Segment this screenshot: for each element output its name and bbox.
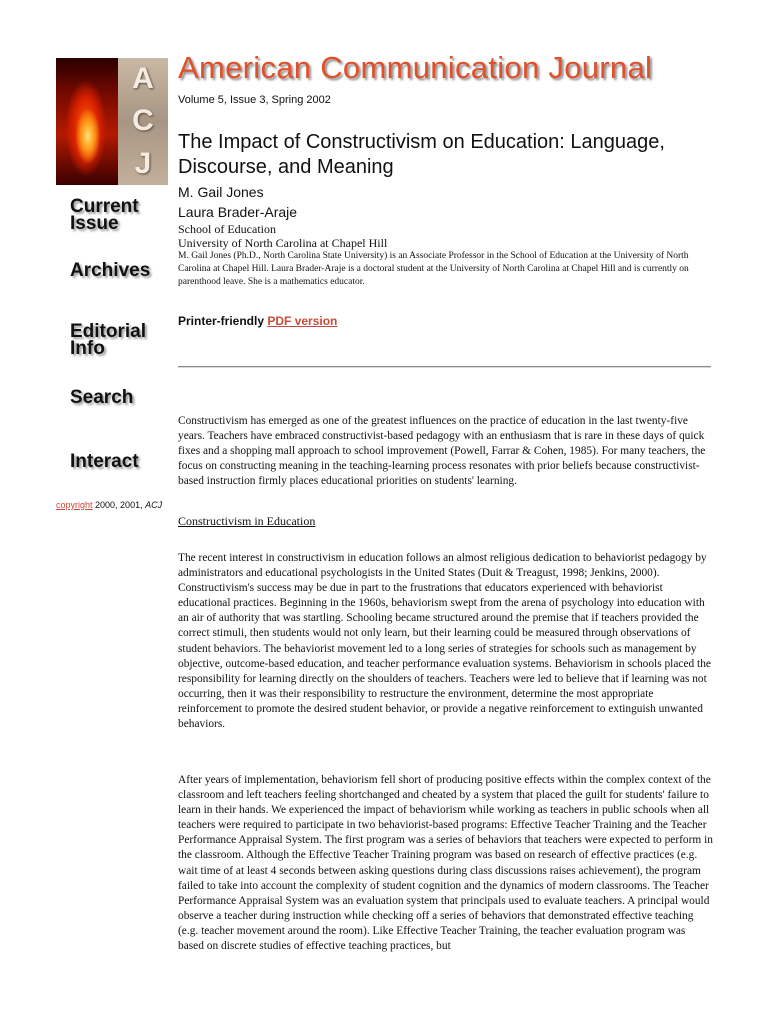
divider xyxy=(178,366,711,368)
nav-editorial-info[interactable] xyxy=(70,323,170,357)
nav-current-issue[interactable] xyxy=(70,198,170,232)
printer-friendly-label: Printer-friendly xyxy=(178,314,268,328)
author-2: Laura Brader-Araje xyxy=(178,204,298,220)
pdf-version-link[interactable]: PDF version xyxy=(267,314,338,328)
logo-letter-a: A xyxy=(132,62,154,96)
issue-info: Volume 5, Issue 3, Spring 2002 xyxy=(178,94,331,106)
journal-title: American Communication Journal xyxy=(178,50,653,85)
nav-archives[interactable] xyxy=(70,262,170,279)
copyright-notice xyxy=(56,500,168,510)
logo-letters xyxy=(118,58,168,185)
printer-friendly xyxy=(178,314,337,328)
copyright-link[interactable]: copyright xyxy=(56,500,93,510)
affiliation-school: School of Education xyxy=(178,222,276,236)
paragraph-intro: Constructivism has emerged as one of the greatest influences on the practice of education in the last twenty-five years. Teachers have embraced constructivist-based pedagogy with an enthusiasm that is rare in these days of quick fixes and a shopping mall approach to school improvement (Powell, Farrar & Cohen, 1985). For many teachers, the focus on constructing meaning in the teaching-learning process resonates with prior beliefs because constructivist-based instruction firmly places educational priorities on students' learning. xyxy=(178,415,706,488)
affiliation-university: University of North Carolina at Chapel Hill xyxy=(178,236,388,250)
nav-editorial-info-line1: Editorial xyxy=(70,321,147,342)
affiliation xyxy=(178,222,718,250)
copyright-org: ACJ xyxy=(145,500,163,510)
authors xyxy=(178,182,297,222)
nav-search-label: Search xyxy=(70,387,134,408)
acj-logo xyxy=(56,58,168,185)
logo-letter-j: J xyxy=(134,146,152,180)
copyright-years: 2000, 2001, xyxy=(92,500,146,510)
nav-interact-label: Interact xyxy=(70,451,139,472)
nav-archives-label: Archives xyxy=(70,260,151,281)
section-heading: Constructivism in Education xyxy=(178,514,316,528)
paragraph-behaviorism: The recent interest in constructivism in education follows an almost religious dedication to behaviorist pedagogy by administrators and educational psychologists in the United States (Duit & Treagust, 1998; Jenkins, 2000). Constructivism's success may be due in part to the frustrations that educators experienced with behaviorist educational practices. Beginning in the 1960s, behaviorism swept from the arena of psychology into education with an air of authority that was startling. Schooling became structured around the premise that if teachers provided the correct stimuli, then students would not only learn, but their learning could be measured through observations of student behaviors. The behaviorist movement led to a long series of strategies for schools such as management by objective, outcome-based education, and teacher performance evaluation systems. Behaviorism in schools placed the responsibility for learning directly on the shoulders of teachers. Teachers were led to believe that if learning was not occurring, then it was their responsibility to restructure the environment, determine the most appropriate reinforcement to promote the desired student behavior, or provide a negative reinforcement to extinguish unwanted behaviors. xyxy=(178,552,711,731)
paragraph-implementation: After years of implementation, behaviorism fell short of producing positive effects within the complex context of the classroom and left teachers feeling shortchanged and cheated by a system that placed the guilt for students' failure to learn in their hands. We experienced the impact of behaviorism while working as teachers in public schools when all teachers were required to participate in two behaviorist-based programs: Effective Teacher Training and the Teacher Performance Appraisal System. The first program was a series of behaviors that teachers were expected to perform in the classroom. Although the Effective Teacher Training program was based on research of effective practices (e.g. wait time of at least 4 seconds between asking questions during class discussions raises achievement), the program failed to take into account the complexity of student cognition and the dynamics of modern classrooms. The Teacher Performance Appraisal System was an evaluation system that principals used to evaluate teachers. A principal would observe a teacher during instruction while checking off a series of behaviors that demonstrated effective teaching (e.g. teacher movement around the room). Like Effective Teacher Training, the teacher evaluation program was based on discrete studies of effective teaching practices, but xyxy=(178,774,713,953)
nav-current-issue-line2: Issue xyxy=(70,213,119,234)
nav-current-issue-line1: Current xyxy=(70,196,139,217)
author-1: M. Gail Jones xyxy=(178,184,264,200)
nav-search[interactable] xyxy=(70,389,170,406)
author-bio: M. Gail Jones (Ph.D., North Carolina State University) is an Associate Professor in the School of Education at the University of North Carolina at Chapel Hill. Laura Brader-Araje is a doctoral student at the University of North Carolina at Chapel Hill and is currently on parenthood leave. She is a mathematics educator. xyxy=(178,251,689,287)
article-title: The Impact of Constructivism on Education: Language, Discourse, and Meaning xyxy=(178,131,665,178)
flame-image xyxy=(56,58,118,185)
logo-letter-c: C xyxy=(132,104,154,138)
nav-interact[interactable] xyxy=(70,453,170,470)
nav-editorial-info-line2: Info xyxy=(70,338,105,359)
